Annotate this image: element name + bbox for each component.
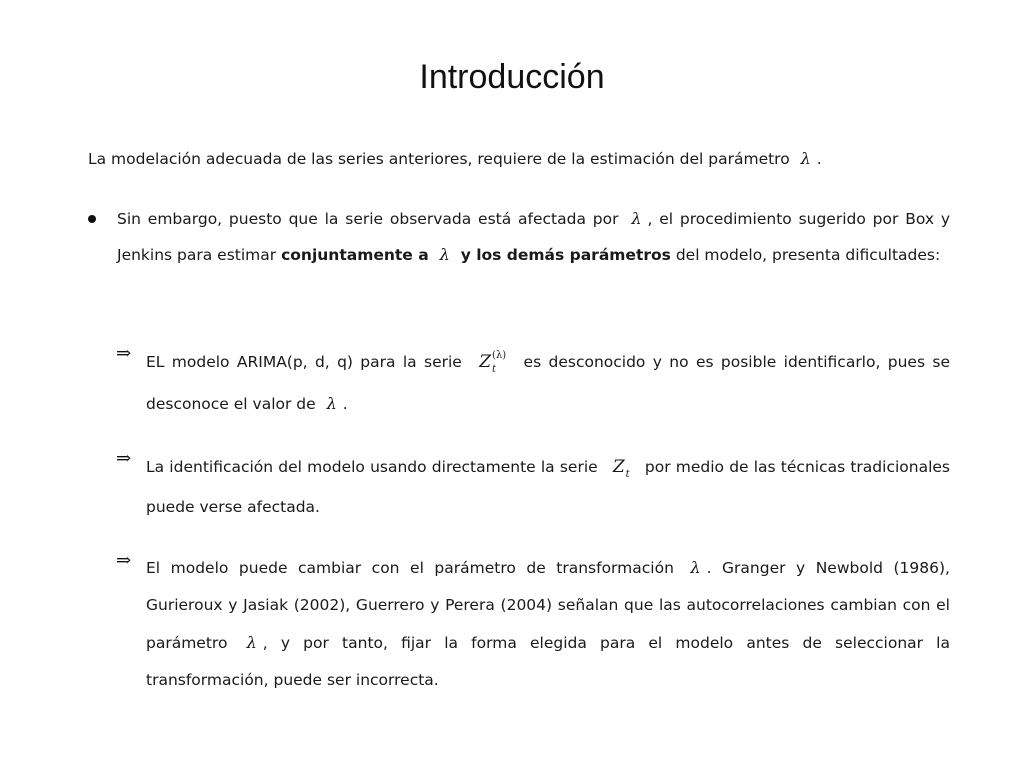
- z-superscript: (λ): [492, 350, 507, 361]
- bullet-text-2: , el procedimiento sugerido por Box y Jenkins para estimar: [117, 210, 950, 264]
- z-subscript: t: [625, 469, 630, 480]
- bullet-text-3: del modelo, presenta dificultades:: [675, 246, 941, 264]
- sub2-text-2: por medio de las técnicas tradicionales puede verse afectada.: [146, 458, 950, 516]
- implies-arrow-icon: ⇒: [116, 448, 132, 469]
- lambda-symbol: λ: [246, 633, 257, 652]
- lambda-symbol: λ: [690, 558, 701, 577]
- bullet-icon: [88, 215, 96, 223]
- z-letter: Z: [479, 352, 492, 372]
- sub-item-3: [146, 549, 950, 699]
- z-t-symbol: [612, 457, 630, 480]
- lambda-symbol: λ: [326, 394, 337, 413]
- z-letter: Z: [612, 457, 625, 477]
- sub1-end: .: [342, 395, 348, 413]
- intro-paragraph: [88, 141, 948, 177]
- sub-item-1: [146, 341, 950, 425]
- sub-item-2: [146, 447, 950, 527]
- implies-arrow-icon: ⇒: [116, 343, 132, 364]
- z-subscript: t: [492, 364, 497, 375]
- sub1-text-1: EL modelo ARIMA(p, d, q) para la serie: [146, 353, 462, 371]
- lambda-symbol: λ: [631, 209, 642, 228]
- intro-end: .: [816, 150, 822, 168]
- bullet-bold-1: conjuntamente a: [281, 246, 429, 264]
- z-lambda-symbol: [479, 350, 507, 375]
- sub2-text-1: La identificación del modelo usando directamente la serie: [146, 458, 598, 476]
- slide-title: Introducción: [419, 58, 605, 96]
- sub3-text-1: El modelo puede cambiar con el parámetro de transformación: [146, 559, 674, 577]
- sub3-text-3: , y por tanto, fijar la forma elegida para el modelo antes de seleccionar la transformación, puede ser incorrecta.: [146, 634, 950, 689]
- sub3-text-2: . Granger y Newbold (1986), Gurieroux y Jasiak (2002), Guerrero y Perera (2004) señalan que las autocorrelaciones cambian con el parámetro: [146, 559, 950, 652]
- lambda-symbol: λ: [439, 245, 450, 264]
- intro-text: La modelación adecuada de las series anteriores, requiere de la estimación del parámetro: [88, 150, 790, 168]
- sub1-text-2: es desconocido y no es posible identificarlo, pues se desconoce el valor de: [146, 353, 950, 413]
- bullet-text-1: Sin embargo, puesto que la serie observada está afectada por: [117, 210, 619, 228]
- bullet-bold-2: y los demás parámetros: [460, 246, 671, 264]
- bullet-paragraph: [117, 201, 950, 273]
- lambda-symbol: λ: [800, 149, 811, 168]
- implies-arrow-icon: ⇒: [116, 550, 132, 571]
